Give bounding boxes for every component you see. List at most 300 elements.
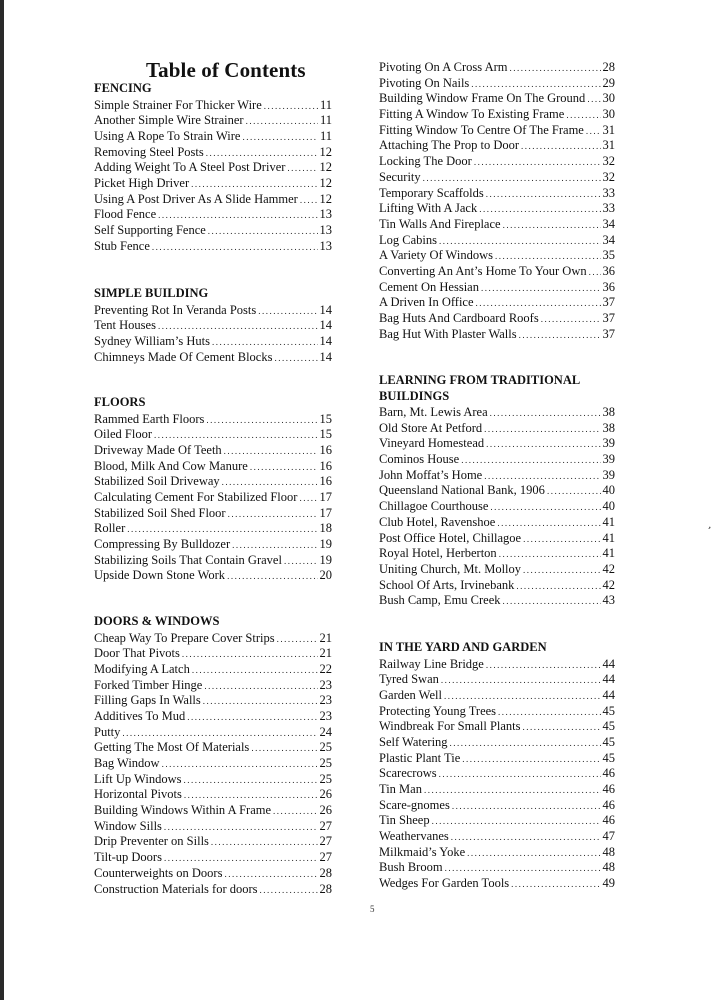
dot-leader — [182, 647, 318, 662]
toc-entry-title: Lifting With A Jack — [379, 201, 478, 216]
toc-entry-title: Using A Rope To Strain Wire — [94, 128, 241, 143]
toc-entry-title: Queensland National Bank, 1906 — [379, 483, 545, 498]
toc-entry-page: 42 — [602, 577, 615, 592]
toc-entry — [379, 798, 615, 814]
section-heading — [379, 373, 615, 404]
toc-entry — [94, 506, 332, 522]
section-traditional-buildings — [379, 373, 615, 609]
toc-entry-title: Security — [379, 169, 421, 184]
section-heading-line: LEARNING FROM TRADITIONAL — [379, 373, 581, 387]
toc-entry-page: 37 — [602, 295, 615, 310]
toc-entry-title: Building Windows Within A Frame — [94, 803, 272, 818]
dot-leader — [299, 491, 317, 506]
dot-leader — [162, 757, 318, 772]
toc-entry — [379, 311, 615, 327]
toc-entry-title: Scarecrows — [379, 766, 437, 781]
toc-entry — [379, 123, 615, 139]
page-number: 5 — [370, 904, 375, 914]
toc-entry-page: 45 — [602, 703, 615, 718]
toc-entry-title: Drip Preventer on Sills — [94, 834, 209, 849]
toc-entry — [379, 515, 615, 531]
toc-entry-title: Bag Huts And Cardboard Roofs — [379, 311, 539, 325]
dot-leader — [450, 736, 601, 751]
toc-entry — [379, 280, 615, 296]
dot-leader — [547, 484, 601, 499]
toc-entry — [379, 719, 615, 735]
section-heading-line: BUILDINGS — [379, 388, 450, 403]
dot-leader — [277, 632, 318, 647]
dot-leader — [490, 500, 600, 515]
toc-entry-page: 46 — [602, 782, 615, 796]
toc-entry-title: Upside Down Stone Work — [94, 568, 226, 583]
toc-entry-page: 14 — [319, 318, 332, 333]
toc-entry-page: 14 — [319, 349, 332, 364]
toc-entry — [94, 427, 332, 443]
toc-entry — [379, 186, 615, 202]
toc-entry — [94, 129, 332, 145]
toc-entry-page: 11 — [319, 128, 332, 143]
toc-entry-title: Barn, Mt. Lewis Area — [379, 405, 488, 419]
dot-leader — [497, 516, 600, 531]
toc-entry — [94, 740, 332, 756]
dot-leader — [242, 130, 318, 145]
section-heading: FLOORS — [94, 395, 146, 409]
toc-entry-page: 27 — [319, 850, 332, 865]
toc-entry-title: Adding Weight To A Steel Post Driver — [94, 160, 286, 175]
toc-entry — [379, 107, 615, 123]
toc-entry-page: 31 — [602, 122, 615, 137]
toc-entry-page: 17 — [319, 505, 332, 520]
toc-entry-title: John Moffat’s Home — [379, 467, 483, 482]
dot-leader — [587, 92, 600, 107]
dot-leader — [211, 835, 318, 850]
dot-leader — [566, 108, 600, 123]
dot-leader — [152, 240, 318, 255]
dot-leader — [154, 428, 318, 443]
toc-entry — [379, 813, 615, 829]
toc-entry-title: Bush Camp, Emu Creek — [379, 593, 501, 608]
dot-leader — [439, 234, 601, 249]
toc-entry — [379, 452, 615, 468]
toc-entry-title: Bag Window — [94, 756, 160, 770]
dot-leader — [203, 694, 318, 709]
toc-entry-title: Cominos House — [379, 452, 460, 467]
toc-entry-title: Uniting Church, Mt. Molloy — [379, 561, 522, 576]
toc-entry-title: Simple Strainer For Thicker Wire — [94, 97, 262, 112]
toc-entry-title: Forked Timber Hinge — [94, 677, 203, 692]
toc-entry-page: 13 — [319, 238, 332, 253]
toc-entry-page: 11 — [319, 97, 332, 112]
toc-entry-page: 39 — [602, 452, 615, 467]
dot-leader — [521, 139, 600, 154]
toc-entry-title: Tin Walls And Fireplace — [379, 216, 501, 231]
dot-leader — [441, 673, 601, 688]
toc-entry-page: 11 — [319, 113, 332, 128]
entry-list — [94, 303, 332, 366]
toc-entry — [94, 192, 332, 208]
toc-entry-page: 18 — [319, 521, 332, 536]
toc-entry-page: 48 — [602, 844, 615, 859]
toc-entry-title: Door That Pivots — [94, 646, 180, 661]
toc-entry — [379, 248, 615, 264]
toc-entry-title: Attaching The Prop to Door — [379, 138, 520, 153]
toc-entry — [94, 145, 332, 161]
dot-leader — [462, 752, 600, 767]
toc-entry — [94, 303, 332, 319]
toc-entry-page: 23 — [319, 693, 332, 708]
toc-entry-page: 40 — [602, 499, 615, 514]
dot-leader — [451, 830, 601, 845]
toc-entry-page: 15 — [319, 411, 332, 426]
toc-entry — [94, 459, 332, 475]
dot-leader — [264, 99, 318, 114]
toc-entry-page: 27 — [319, 834, 332, 849]
dot-leader — [481, 281, 601, 296]
toc-entry — [379, 672, 615, 688]
toc-entry-title: Getting The Most Of Materials — [94, 740, 250, 755]
toc-entry-title: Roller — [94, 521, 126, 536]
toc-entry-title: Tilt-up Doors — [94, 850, 162, 865]
section-heading: DOORS & WINDOWS — [94, 614, 220, 628]
dot-leader — [523, 532, 600, 547]
toc-entry — [94, 787, 332, 803]
toc-entry — [94, 223, 332, 239]
dot-leader — [499, 547, 601, 562]
toc-entry — [94, 772, 332, 788]
toc-entry — [94, 803, 332, 819]
toc-entry-page: 23 — [319, 677, 332, 692]
toc-entry-title: Stabilizing Soils That Contain Gravel — [94, 552, 282, 567]
section-heading: FENCING — [94, 81, 152, 95]
toc-entry-page: 44 — [602, 672, 615, 687]
entry-list — [94, 412, 332, 585]
toc-entry-page: 45 — [602, 750, 615, 765]
toc-entry-title: Driveway Made Of Teeth — [94, 442, 222, 457]
dot-leader — [228, 507, 318, 522]
toc-entry-title: Fitting Window To Centre Of The Frame — [379, 122, 584, 137]
toc-entry-page: 44 — [602, 656, 615, 671]
toc-entry-title: Window Sills — [94, 818, 162, 833]
toc-entry — [379, 327, 615, 343]
toc-entry-page: 21 — [319, 646, 332, 661]
dot-leader — [187, 710, 317, 725]
dot-leader — [510, 61, 601, 76]
toc-entry — [94, 490, 332, 506]
section-heading: SIMPLE BUILDING — [94, 286, 209, 300]
toc-entry-title: Tin Man — [379, 782, 422, 796]
dot-leader — [287, 161, 317, 176]
toc-entry — [379, 593, 615, 609]
toc-entry-title: Pivoting On Nails — [379, 75, 470, 90]
dot-leader — [158, 319, 318, 334]
toc-entry — [379, 860, 615, 876]
toc-entry — [379, 468, 615, 484]
toc-entry — [94, 160, 332, 176]
toc-entry-page: 34 — [602, 216, 615, 231]
toc-entry-page: 42 — [602, 561, 615, 576]
dot-leader — [519, 328, 601, 343]
toc-entry-page: 31 — [602, 138, 615, 153]
toc-entry — [94, 443, 332, 459]
toc-entry-page: 35 — [602, 248, 615, 263]
toc-entry-page: 41 — [602, 514, 615, 529]
dot-leader — [490, 406, 601, 421]
dot-leader — [208, 224, 318, 239]
toc-entry-page: 29 — [602, 75, 615, 90]
dot-leader — [444, 689, 601, 704]
toc-entry-title: Calculating Cement For Stabilized Floor — [94, 489, 298, 504]
toc-entry — [379, 499, 615, 515]
section-doors-windows — [94, 614, 332, 897]
scan-speck: ‚ — [706, 518, 716, 532]
section-floors — [94, 395, 332, 584]
toc-entry-title: Bag Hut With Plaster Walls — [379, 326, 517, 341]
toc-entry — [94, 693, 332, 709]
toc-entry-page: 46 — [602, 766, 615, 781]
dot-leader — [232, 538, 317, 553]
dot-leader — [227, 569, 317, 584]
dot-leader — [222, 475, 318, 490]
dot-leader — [191, 177, 317, 192]
toc-entry — [94, 662, 332, 678]
toc-entry-title: Compressing By Bulldozer — [94, 537, 231, 551]
toc-entry — [94, 239, 332, 255]
toc-entry-title: Railway Line Bridge — [379, 656, 484, 671]
toc-entry-page: 37 — [602, 311, 615, 325]
dot-leader — [251, 741, 317, 756]
toc-entry-title: Construction Materials for doors — [94, 881, 258, 896]
toc-entry-page: 16 — [319, 474, 332, 489]
toc-entry-title: Fitting A Window To Existing Frame — [379, 107, 565, 122]
dot-leader — [476, 296, 601, 311]
toc-entry-page: 19 — [319, 552, 332, 567]
dot-leader — [127, 522, 317, 537]
toc-entry-page: 12 — [319, 160, 332, 175]
dot-leader — [486, 437, 600, 452]
toc-entry-title: Pivoting On A Cross Arm — [379, 60, 508, 74]
toc-entry-page: 30 — [602, 91, 615, 106]
dot-leader — [212, 335, 318, 350]
dot-leader — [511, 877, 600, 892]
toc-entry — [94, 521, 332, 537]
toc-entry-page: 44 — [602, 687, 615, 702]
dot-leader — [164, 820, 318, 835]
toc-entry-title: Preventing Rot In Veranda Posts — [94, 302, 257, 317]
toc-entry — [379, 264, 615, 280]
toc-entry — [379, 782, 615, 798]
toc-entry-title: Scare-gnomes — [379, 797, 450, 812]
toc-entry — [94, 866, 332, 882]
toc-entry-title: Chimneys Made Of Cement Blocks — [94, 349, 273, 364]
dot-leader — [122, 726, 317, 741]
page-edge-shadow — [0, 0, 4, 1000]
toc-entry-page: 12 — [319, 191, 332, 206]
dot-leader — [471, 77, 600, 92]
toc-entry-title: Another Simple Wire Strainer — [94, 113, 244, 128]
toc-entry — [379, 766, 615, 782]
toc-entry-title: Additives To Mud — [94, 708, 186, 723]
dot-leader — [479, 202, 600, 217]
toc-entry-title: Chillagoe Courthouse — [379, 499, 489, 514]
toc-entry-title: Protecting Young Trees — [379, 703, 497, 718]
toc-entry-page: 39 — [602, 436, 615, 451]
toc-entry-title: A Driven In Office — [379, 295, 474, 310]
toc-entry-page: 15 — [319, 427, 332, 442]
toc-entry — [379, 436, 615, 452]
dot-leader — [495, 249, 601, 264]
toc-entry-page: 16 — [319, 442, 332, 457]
toc-entry-page: 19 — [319, 537, 332, 551]
toc-entry-title: Plastic Plant Tie — [379, 750, 461, 765]
toc-entry — [94, 646, 332, 662]
dot-leader — [541, 312, 601, 327]
toc-entry-title: Wedges For Garden Tools — [379, 876, 510, 891]
dot-leader — [246, 114, 318, 129]
toc-entry-title: Tin Sheep — [379, 813, 430, 828]
toc-entry-title: Putty — [94, 724, 121, 739]
toc-entry — [94, 350, 332, 366]
dot-leader — [206, 413, 317, 428]
toc-entry — [94, 568, 332, 584]
toc-entry-page: 28 — [319, 881, 332, 896]
toc-entry — [94, 537, 332, 553]
toc-entry — [94, 834, 332, 850]
toc-entry-page: 22 — [319, 661, 332, 676]
dot-leader — [439, 767, 601, 782]
dot-leader — [204, 679, 317, 694]
toc-entry-page: 41 — [602, 546, 615, 561]
toc-entry-page: 12 — [319, 144, 332, 159]
toc-entry-title: Lift Up Windows — [94, 771, 182, 786]
toc-entry — [379, 201, 615, 217]
toc-entry-page: 39 — [602, 467, 615, 482]
dot-leader — [486, 187, 601, 202]
toc-entry — [379, 170, 615, 186]
toc-entry-page: 25 — [319, 756, 332, 770]
toc-entry-page: 46 — [602, 797, 615, 812]
entry-list — [379, 657, 615, 892]
dot-leader — [158, 208, 317, 223]
toc-entry — [94, 678, 332, 694]
toc-entry-page: 38 — [602, 405, 615, 419]
toc-entry-title: Stabilized Soil Driveway — [94, 474, 220, 489]
toc-entry — [94, 474, 332, 490]
toc-entry — [94, 882, 332, 898]
toc-entry-page: 17 — [319, 489, 332, 504]
entry-list — [94, 631, 332, 898]
toc-entry-title: Counterweights on Doors — [94, 865, 223, 880]
toc-entry-page: 48 — [602, 860, 615, 875]
dot-leader — [206, 146, 318, 161]
toc-entry — [379, 845, 615, 861]
toc-entry-title: Royal Hotel, Herberton — [379, 546, 497, 561]
toc-entry-page: 45 — [602, 734, 615, 749]
toc-entry-page: 20 — [319, 568, 332, 583]
dot-leader — [486, 658, 601, 673]
entry-list — [94, 98, 332, 255]
dot-leader — [423, 171, 601, 186]
toc-entry-title: Bush Broom — [379, 860, 443, 875]
toc-entry — [94, 207, 332, 223]
dot-leader — [523, 720, 601, 735]
dot-leader — [467, 846, 600, 861]
toc-entry-page: 28 — [319, 865, 332, 880]
toc-entry-page: 46 — [602, 813, 615, 828]
toc-entry — [94, 318, 332, 334]
dot-leader — [164, 851, 318, 866]
toc-entry — [94, 709, 332, 725]
toc-entry-title: Stub Fence — [94, 238, 150, 253]
toc-entry-page: 12 — [319, 175, 332, 190]
toc-entry — [379, 829, 615, 845]
toc-entry-page: 28 — [602, 60, 615, 74]
toc-entry-page: 16 — [319, 458, 332, 473]
toc-entry — [94, 553, 332, 569]
dot-leader — [516, 579, 600, 594]
toc-entry — [379, 154, 615, 170]
dot-leader — [424, 783, 601, 798]
toc-entry-title: Rammed Earth Floors — [94, 411, 205, 426]
toc-entry-page: 45 — [602, 719, 615, 734]
dot-leader — [274, 351, 317, 366]
toc-entry — [379, 704, 615, 720]
section-fencing — [94, 81, 332, 254]
toc-entry-page: 33 — [602, 185, 615, 200]
toc-entry-page: 21 — [319, 630, 332, 645]
dot-leader — [503, 218, 601, 233]
toc-entry-page: 14 — [319, 302, 332, 317]
toc-entry — [94, 113, 332, 129]
toc-entry — [94, 98, 332, 114]
toc-entry-title: Using A Post Driver As A Slide Hammer — [94, 191, 298, 206]
toc-entry — [379, 421, 615, 437]
toc-entry-page: 13 — [319, 223, 332, 237]
dot-leader — [498, 705, 600, 720]
toc-entry — [379, 233, 615, 249]
dot-leader — [452, 799, 601, 814]
toc-entry-page: 13 — [319, 207, 332, 222]
toc-entry-page: 33 — [602, 201, 615, 216]
toc-entry-page: 47 — [602, 829, 615, 844]
toc-entry — [94, 819, 332, 835]
toc-entry-title: Sydney William’s Huts — [94, 333, 210, 348]
toc-entry-title: Vineyard Homestead — [379, 436, 485, 451]
toc-entry-title: Self Supporting Fence — [94, 223, 206, 237]
toc-entry — [379, 217, 615, 233]
toc-entry — [379, 751, 615, 767]
toc-entry — [94, 850, 332, 866]
toc-entry-title: Milkmaid’s Yoke — [379, 844, 466, 859]
entry-list — [379, 405, 615, 609]
toc-entry — [94, 334, 332, 350]
toc-entry-page: 34 — [602, 232, 615, 247]
toc-entry — [379, 531, 615, 547]
toc-entry-page: 25 — [319, 771, 332, 786]
dot-leader — [284, 554, 318, 569]
toc-entry-page: 27 — [319, 818, 332, 833]
toc-entry-page: 36 — [602, 279, 615, 294]
toc-entry-page: 24 — [319, 724, 332, 739]
toc-entry-title: Cement On Hessian — [379, 279, 479, 294]
toc-entry — [379, 876, 615, 892]
toc-entry — [379, 60, 615, 76]
toc-entry-title: Windbreak For Small Plants — [379, 719, 521, 734]
toc-entry-title: A Variety Of Windows — [379, 248, 493, 263]
dot-leader — [523, 563, 600, 578]
toc-entry-title: Horizontal Pivots — [94, 787, 182, 802]
dot-leader — [184, 788, 318, 803]
toc-entry-page: 32 — [602, 154, 615, 169]
